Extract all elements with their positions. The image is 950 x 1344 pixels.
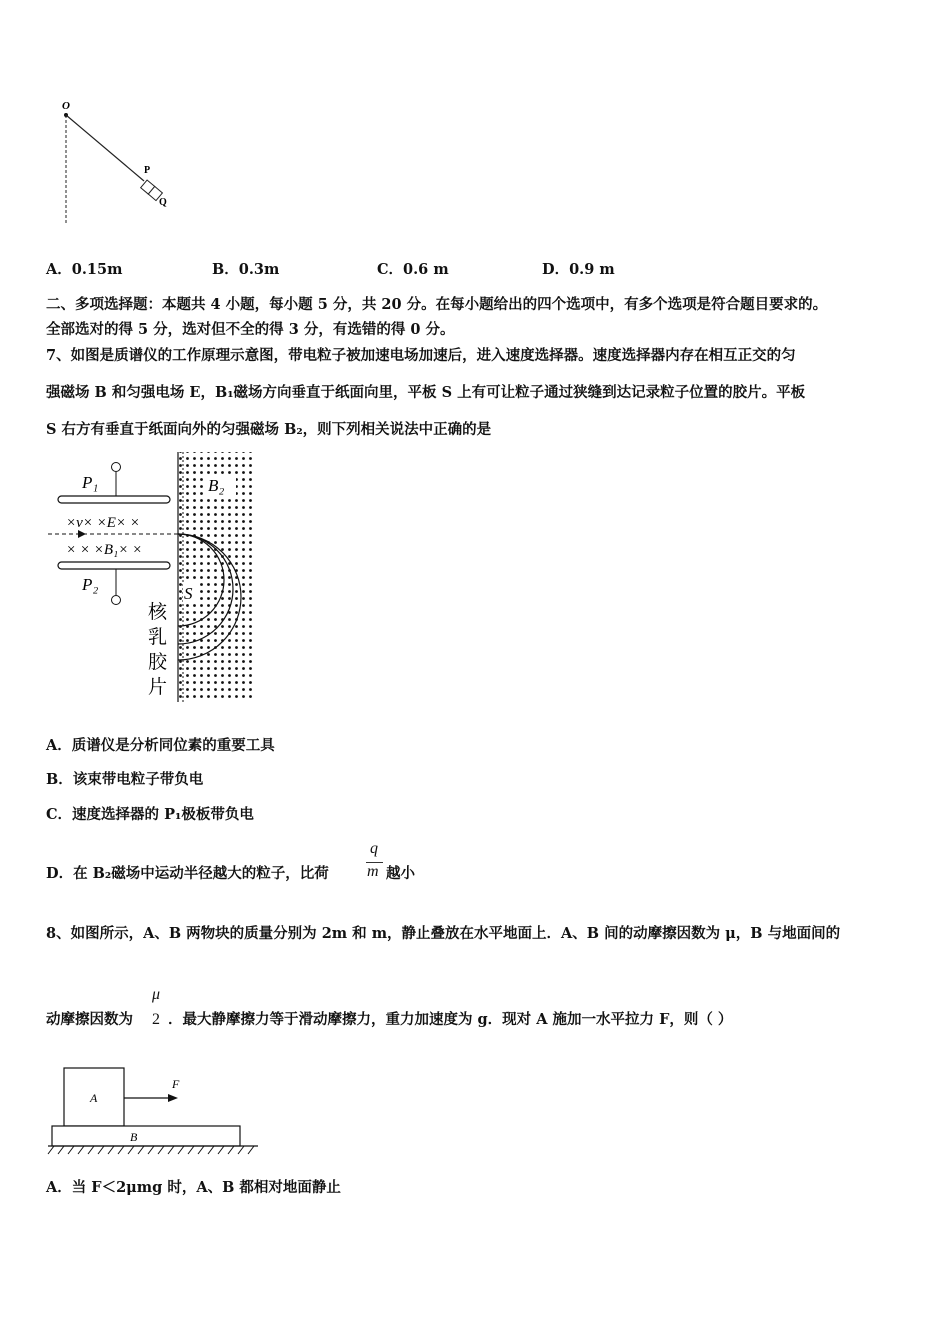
q7-option-d[interactable] — [46, 840, 446, 888]
label-s: S — [184, 584, 193, 603]
film-char-4: 片 — [148, 677, 168, 698]
label-p: P — [144, 165, 151, 176]
q6-option-d[interactable]: D．0.9 m — [542, 261, 615, 278]
q8-stem-line1: 8、如图所示，A、B 两物块的质量分别为 2m 和 m，静止叠放在水平地面上．A、B 间的动摩擦因数为 μ，B 与地面间的 — [46, 925, 841, 942]
block-b — [52, 1126, 240, 1146]
film-char-1: 核 — [148, 602, 168, 623]
label-o: O — [62, 100, 70, 112]
q7-d-numerator: q — [370, 840, 378, 857]
film-char-3: 胶 — [148, 652, 168, 673]
label-p1: P₁ — [82, 473, 99, 492]
q7-stem-line1: 7、如图是质谱仪的工作原理示意图，带电粒子被加速电场加速后，进入速度选择器。速度选择器内存在相互正交的匀 — [46, 347, 796, 364]
q6-option-b[interactable]: B．0.3m — [212, 261, 280, 278]
mass-spectrometer-figure — [44, 448, 259, 706]
q7-option-a[interactable]: A．质谱仪是分析同位素的重要工具 — [46, 737, 275, 754]
ground-hatching — [48, 1146, 254, 1154]
film-char-2: 乳 — [148, 627, 168, 648]
plate-p2 — [58, 562, 170, 569]
label-f: F — [172, 1077, 180, 1091]
q7-option-b[interactable]: B．该束带电粒子带负电 — [46, 771, 204, 788]
label-p2: P₂ — [82, 575, 99, 594]
q7-stem-line3: S 右方有垂直于纸面向外的匀强磁场 B₂，则下列相关说法中正确的是 — [46, 421, 492, 438]
section2-line2: 全部选对的得 5 分，选对但不全的得 3 分，有选错的得 0 分。 — [46, 321, 455, 338]
p1-terminal — [112, 463, 121, 472]
force-arrow-icon — [168, 1094, 178, 1102]
beam-arrow-icon — [78, 530, 86, 538]
label-a: A — [90, 1091, 98, 1105]
section2-line1: 二、多项选择题：本题共 4 小题，每小题 5 分，共 20 分。在每小题给出的四个选项中，有多个选项是符合题目要求的。 — [46, 296, 828, 313]
q8-frac-numerator: μ — [152, 986, 161, 1003]
q8-frac-denominator: 2 — [152, 1011, 160, 1028]
q8-line2-post: ．最大静摩擦力等于滑动摩擦力，重力加速度为 g．现对 A 施加一水平拉力 F，则（ ） — [168, 1011, 733, 1028]
q7-stem-line2: 强磁场 B 和匀强电场 E，B₁磁场方向垂直于纸面向里，平板 S 上有可让粒子通过狭缝到达记录粒子位置的胶片。平板 — [46, 384, 806, 401]
p2-terminal — [112, 596, 121, 605]
q8-fraction-bar — [150, 1008, 164, 1009]
pendulum-figure — [50, 95, 190, 225]
field-row-1: ×v× ×E× × — [66, 515, 140, 531]
q6-option-c[interactable]: C．0.6 m — [377, 261, 449, 278]
q7-option-d-post: 越小 — [386, 865, 415, 882]
plate-p1 — [58, 496, 170, 503]
label-b: B — [130, 1130, 138, 1144]
q7-d-denominator: m — [367, 863, 379, 880]
label-b2: B₂ — [208, 476, 225, 495]
pendulum-rod — [66, 115, 144, 181]
field-row-2: × × ×B₁× × — [66, 542, 143, 558]
q8-line2-pre: 动摩擦因数为 — [46, 1011, 133, 1028]
q8-stem-line2 — [46, 986, 906, 1034]
q8-option-a[interactable]: A．当 F＜2μmg 时，A、B 都相对地面静止 — [46, 1179, 341, 1196]
q7-option-d-pre: D．在 B₂磁场中运动半径越大的粒子，比荷 — [46, 865, 329, 882]
q7-option-c[interactable]: C．速度选择器的 P₁极板带负电 — [46, 806, 254, 823]
q6-option-a[interactable]: A．0.15m — [46, 261, 123, 278]
blocks-figure — [44, 1062, 264, 1158]
label-q: Q — [159, 197, 167, 208]
